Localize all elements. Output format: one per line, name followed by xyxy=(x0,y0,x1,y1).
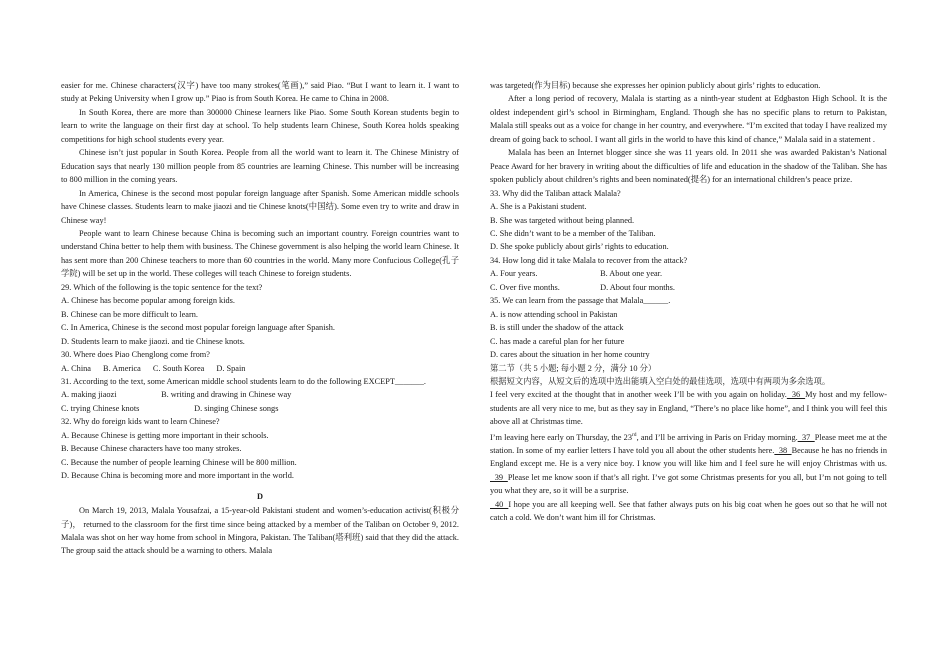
section-2-title: 第二节（共 5 小题; 每小题 2 分，满分 10 分） xyxy=(490,363,657,373)
question-32-option-b: B. Because Chinese characters have too many strokes. xyxy=(61,444,242,454)
question-35-option-d: D. cares about the situation in her home country xyxy=(490,350,650,360)
passage-d-paragraph-1-continued: was targeted(作为目标) because she expresses her opinion publicly about girls’ rights to education. xyxy=(490,81,821,90)
letter-p2-text-e: Please let me know soon if that’s all right. I’ve got some Christmas presents for you all, but I’m not going to tell you what they are, so it will be a surprise. xyxy=(490,472,887,496)
question-35-option-c: C. has made a careful plan for her future xyxy=(490,336,625,346)
question-32-option-d: D. Because China is becoming more and more important in the world. xyxy=(61,471,294,481)
passage-d-paragraph-1: On March 19, 2013, Malala Yousafzai, a 15-year-old Pakistani student and women’s-education activist(积极分子)， returned to the classroom for the first time since being attacked by a member of the Taliban on October 9, 2012. Malala was shot on her way home from school in Mingora, Pakistan. The Taliban(塔利班) said that they did the attack. The group said the attack should be a warning to others. Malala xyxy=(61,506,459,556)
question-30-option-a: A. China xyxy=(61,363,91,373)
passage-d-paragraph-3: Malala has been an Internet blogger since she was 11 years old. In 2011 she was awarded Pakistan’s National Peace Award for her bravery in writing about the difficulties of life and education in the shadow of the Taliban. She has spoken publicly about children’s rights and been nominated(提名) for an international children’s peace prize. xyxy=(490,148,887,185)
question-30-option-c: C. South Korea xyxy=(152,363,205,373)
question-33-option-a: A. She is a Pakistani student. xyxy=(490,202,587,212)
question-31-options-row-2 xyxy=(61,402,459,415)
question-34: 34. How long did it take Malala to recover from the attack? xyxy=(490,255,688,265)
question-29-option-c: C. In America, Chinese is the second most popular foreign language after Spanish. xyxy=(61,323,335,333)
letter-paragraph-2 xyxy=(490,429,887,498)
left-column xyxy=(61,79,459,558)
question-31-option-c: C. trying Chinese knots xyxy=(61,403,140,413)
question-34-option-a: A. Four years. xyxy=(490,269,538,279)
question-29-option-b: B. Chinese can be more difficult to learn. xyxy=(61,309,198,319)
section-2-instructions: 根据短文内容，从短文后的选项中选出能填入空白处的最佳选项，选项中有两项为多余选项。 xyxy=(490,376,831,386)
letter-p2-text-a: I’m leaving here early on Thursday, the 23 xyxy=(490,432,632,442)
question-34-options-row-1 xyxy=(490,267,887,280)
question-33-option-d: D. She spoke publicly about girls’ rights to education. xyxy=(490,242,669,252)
question-34-option-d: D. About four months. xyxy=(600,282,675,292)
question-32-option-c: C. Because the number of people learning Chinese will be 800 million. xyxy=(61,457,297,467)
passage-c-paragraph-2: In South Korea, there are more than 300000 Chinese learners like Piao. Some South Korean students begin to learn to write the language on their first day at school. To help students learn Chinese, South Korea holds speaking competitions for high school students every year. xyxy=(61,107,459,144)
question-35: 35. We can learn from the passage that Malala______. xyxy=(490,296,671,306)
question-33-option-b: B. She was targeted without being planned. xyxy=(490,215,635,225)
question-33: 33. Why did the Taliban attack Malala? xyxy=(490,188,621,198)
passage-d-paragraph-2: After a long period of recovery, Malala is starting as a ninth-year student at Edgbaston High School. It is the oldest independent girl’s school in Birmingham, England. Though she has no specific plans to return to Pakistan, Malala still speaks out as a voice for change in her country, and everywhere. “I’m excited that today I have realized my dream of going back to school. I want all girls in the world to have this kind of chance,” Malala said in a statement . xyxy=(490,94,887,144)
letter-p1-text-b: My host and my fellow-students are all very nice to me, but as they say in England, “There’s no place like home”, and I think you will feel this above all at Christmas time. xyxy=(490,390,887,427)
letter-p1-text-a: I feel very excited at the thought that in another week I’ll be with you again on holiday. xyxy=(490,390,787,400)
question-35-option-a: A. is now attending school in Pakistan xyxy=(490,309,618,319)
question-34-options-row-2 xyxy=(490,281,887,294)
question-30-options xyxy=(61,362,459,375)
question-30-option-d: D. Spain xyxy=(216,363,246,373)
question-32-option-a: A. Because Chinese is getting more important in their schools. xyxy=(61,430,269,440)
passage-c-paragraph-3: Chinese isn’t just popular in South Korea. People from all the world want to learn it. The Chinese Ministry of Education says that nearly 130 million people from 85 countries are learning Chinese. This number will be increasing to 800 million in the coming years. xyxy=(61,148,459,185)
letter-paragraph-1 xyxy=(490,388,887,428)
letter-p2-text-b: , and I’ll be arriving in Paris on Friday morning. xyxy=(636,432,798,442)
question-31-option-d: D. singing Chinese songs xyxy=(194,403,279,413)
blank-40: 40 xyxy=(490,499,509,509)
blank-39: 39 xyxy=(490,472,508,482)
letter-paragraph-3 xyxy=(490,498,887,525)
right-column xyxy=(490,79,887,525)
question-34-option-b: B. About one year. xyxy=(600,269,663,279)
passage-c-paragraph-1: easier for me. Chinese characters(汉字) have too many strokes(笔画),” said Piao. “But I want to learn it. I want to study at Peking University when I grow up.” Piao is from South Korea. He came to China in 2008. xyxy=(61,81,459,104)
letter-p2-text-d: Because he has no friends in England except me. He is a very nice boy. I know you will like him and I feel sure he will enjoy Christmas with us. xyxy=(490,446,887,469)
letter-p2-text-c: Please meet me at the station. In some of my earlier letters I have told you all about the other students here. xyxy=(490,432,887,455)
question-31-option-b: B. writing and drawing in Chinese way xyxy=(161,390,292,400)
question-34-option-c: C. Over five months. xyxy=(490,282,560,292)
question-29: 29. Which of the following is the topic sentence for the text? xyxy=(61,282,263,292)
question-29-option-a: A. Chinese has become popular among foreign kids. xyxy=(61,296,235,306)
question-29-option-d: D. Students learn to make jiaozi. and tie Chinese knots. xyxy=(61,336,245,346)
blank-38: 38 xyxy=(774,446,792,455)
blank-37: 37 xyxy=(797,432,815,442)
question-31-option-a: A. making jiaozi xyxy=(61,390,117,400)
passage-c-paragraph-5: People want to learn Chinese because China is becoming such an important country. Foreign countries want to understand China better to help them with business. The Chinese government is also helping the world learn Chinese. It has sent more than 200 Chinese teachers to more than 60 countries in the world. Many more Confucious College(孔子学院) will be set up in the world. These colleges will teach Chinese to foreign students. xyxy=(61,228,459,279)
question-32: 32. Why do foreign kids want to learn Chinese? xyxy=(61,417,220,427)
question-30-option-b: B. America xyxy=(103,363,141,373)
passage-c-paragraph-4: In America, Chinese is the second most popular foreign language after Spanish. Some American middle schools have Chinese classes. Students learn to make jiaozi and tie Chinese knots(中国结). Some even try to write and draw in Chinese way! xyxy=(61,188,459,225)
question-31: 31. According to the text, some American middle school students learn to do the following EXCEPT_______. xyxy=(61,376,427,386)
letter-p3-text: I hope you are all keeping well. See that father always puts on his big coat when he goes out so that he will not catch a cold. We don’t want him ill for Christmas. xyxy=(490,499,888,523)
question-30: 30. Where does Piao Chenglong come from? xyxy=(61,350,210,360)
question-33-option-c: C. She didn’t want to be a member of the Taliban. xyxy=(490,228,656,238)
letter-p2-superscript: rd xyxy=(631,431,637,438)
blank-36: 36 xyxy=(786,390,806,400)
question-35-option-b: B. is still under the shadow of the attack xyxy=(490,323,624,333)
section-d-heading: D xyxy=(257,491,263,501)
question-31-options-row-1 xyxy=(61,388,459,401)
